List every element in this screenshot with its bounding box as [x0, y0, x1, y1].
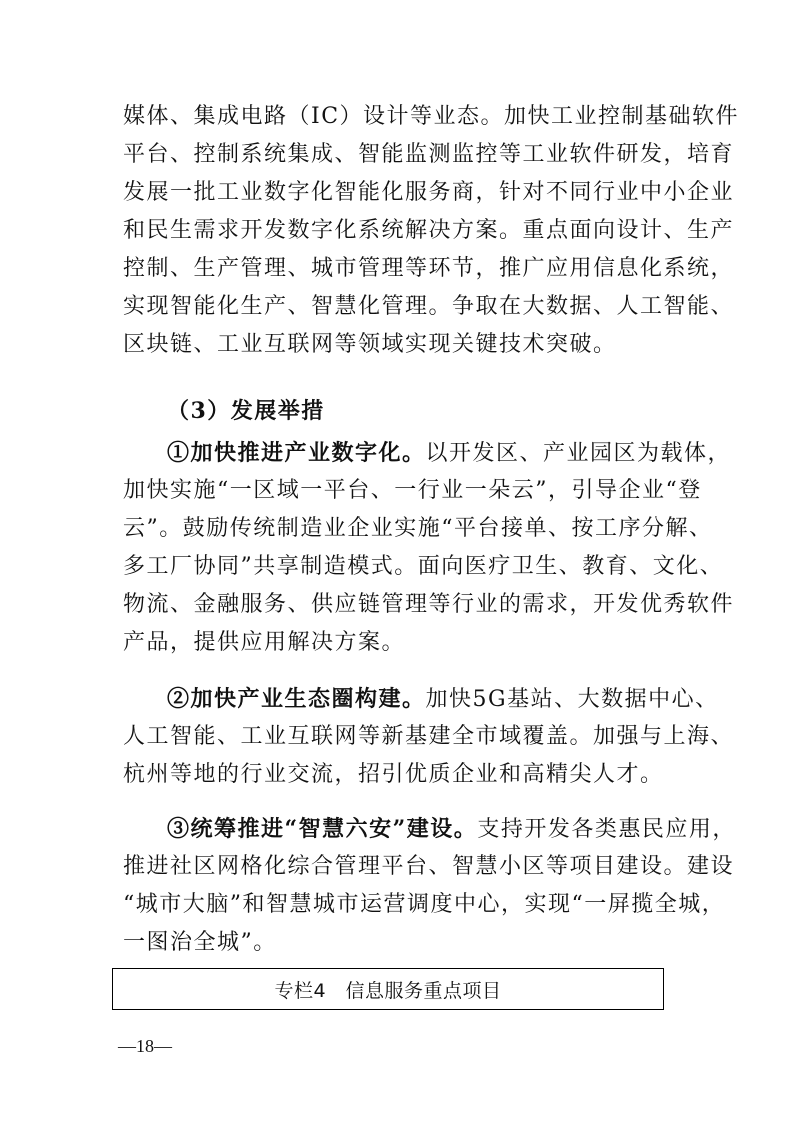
text-line: 平台、控制系统集成、智能监测监控等工业软件研发，培育 [123, 142, 735, 167]
measure-3-title: ③统筹推进“智慧六安”建设。 [167, 816, 478, 842]
measure-1-paragraph [123, 434, 735, 662]
text-line: 产品，提供应用解决方案。 [123, 630, 406, 655]
text-line: 实现智能化生产、智慧化管理。争取在大数据、人工智能、 [123, 294, 735, 319]
text-line: 和民生需求开发数字化系统解决方案。重点面向设计、生产 [123, 218, 735, 243]
text-line: 多工厂协同”共享制造模式。面向医疗卫生、教育、文化、 [123, 554, 724, 579]
text-line: 加快实施“一区域一平台、一行业一朵云”，引导企业“登 [123, 478, 702, 503]
measure-2-title: ②加快产业生态圈构建。 [167, 686, 426, 712]
measure-3-paragraph [123, 810, 736, 962]
measure-1-first-line: 以开发区、产业园区为载体， [425, 441, 732, 466]
text-line: 控制、生产管理、城市管理等环节，推广应用信息化系统， [123, 256, 735, 281]
text-line: 一图治全城”。 [123, 930, 277, 955]
text-line [123, 680, 719, 718]
column-box-title: 专栏4 信息服务重点项目 [274, 979, 502, 1002]
measure-3-first-line: 支持开发各类惠民应用， [477, 817, 736, 842]
text-line: 物流、金融服务、供应链管理等行业的需求，开发优秀软件 [123, 592, 735, 617]
text-line: 人工智能、工业互联网等新基建全市域覆盖。加强与上海、 [123, 724, 735, 749]
paragraph-intro [123, 98, 740, 364]
measure-2-first-line: 加快5G基站、大数据中心、 [425, 687, 719, 712]
measure-1-title: ①加快推进产业数字化。 [167, 440, 426, 466]
text-line: 云”。鼓励传统制造业企业实施“平台接单、按工序分解、 [123, 516, 713, 541]
section-heading-block [123, 392, 669, 430]
text-line: “城市大脑”和智慧城市运营调度中心，实现“一屏揽全城， [123, 892, 726, 917]
text-line: 推进社区网格化综合管理平台、智慧小区等项目建设。建设 [123, 854, 735, 879]
text-line: 杭州等地的行业交流，招引优质企业和高精尖人才。 [123, 762, 664, 787]
text-line: 发展一批工业数字化智能化服务商，针对不同行业中小企业 [123, 180, 735, 205]
measure-2-paragraph [123, 680, 735, 794]
column-box [112, 968, 664, 1010]
text-line: 媒体、集成电路（IC）设计等业态。加快工业控制基础软件 [123, 104, 740, 129]
section-heading: （3）发展举措 [167, 398, 325, 424]
text-line [123, 810, 736, 848]
text-line [123, 434, 732, 472]
page-number: —18— [118, 1036, 172, 1056]
text-line: 区块链、工业互联网等领域实现关键技术突破。 [123, 332, 617, 357]
